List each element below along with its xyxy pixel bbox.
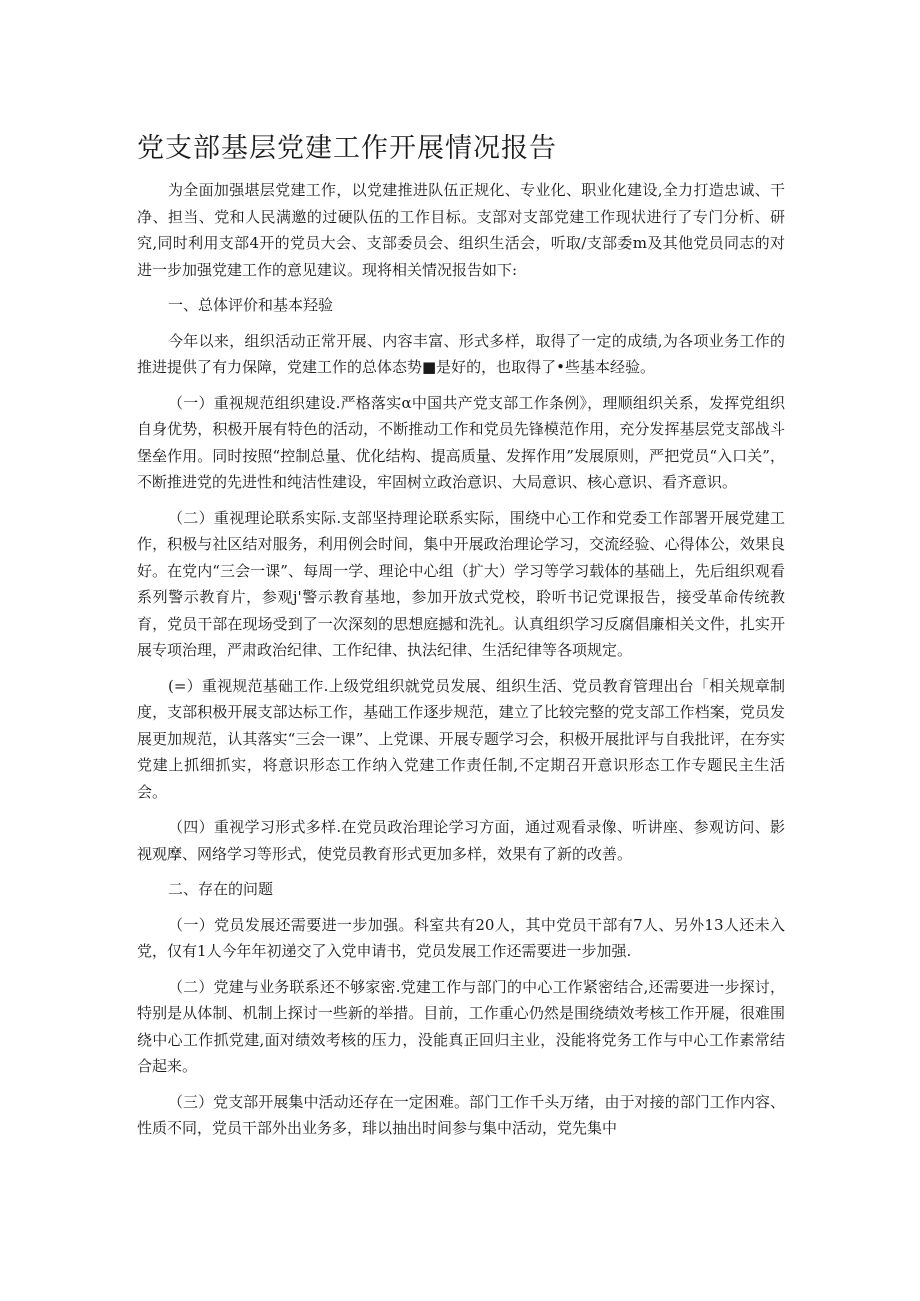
point-1-paragraph: （一）重视规范组织建设.严格落实α中国共产党支部工作条例》，理顺组织关系，发挥党组织自身优势，积极开展有特色的活动，不断推动工作和党员先锋模范作用，充分发挥基层党支部战斗堡垒作用。同时按照“控制总量、优化结构、提高质量、发挥作用”发展原则，严把党员“入口关”，不断推进党的先进性和纯洁性建设，牢固树立政治意识、大局意识、核心意识、看齐意识。 xyxy=(137,393,785,491)
point-4-paragraph: （四）重视学习形式多样.在党员政治理论学习方面，通过观看录像、听讲座、参观访问、影视观摩、网络学习等形式，使党员教育形式更加多样，效果有了新的改善。 xyxy=(137,818,785,863)
overview-paragraph: 今年以来，组织活动正常开展、内容丰富、形式多样，取得了一定的成绩,为各项业务工作的推进提供了有力保障，党建工作的总体态势■是好的，也取得了•些基本经验。 xyxy=(137,331,785,376)
section-heading-2: 二、存在的问题 xyxy=(168,880,274,898)
document-title: 党支部基层党建工作开展情况报告 xyxy=(137,133,557,164)
problem-2-paragraph: （二）党建与业务联系还不够家密.党建工作与部门的中心工作紧密结合,还需要进一步探讨，特别是从体制、机制上探讨一些新的举措。目前，工作重心仍然是围绕绩效考核工作开屣，很难围绕中心工作抓党建,面对绩效考核的压力，没能真正回归主业，没能将党务工作与中心工作素常结合起来。 xyxy=(137,977,785,1075)
intro-paragraph: 为全面加强堪层党建工作，以党建推进队伍正规化、专业化、职业化建设,全力打造忠诚、干净、担当、党和人民满邀的过硬队伍的工作目标。支部对支部党建工作现状进行了专门分析、研究,同时利用支部4开的党员大会、支部委员会、组织生活会，听取/支部委m及其他党员同志的对进一步加强党建工作的意见建议。现将相关情况报告如下: xyxy=(137,181,785,279)
document-body xyxy=(137,177,785,1151)
problem-3-paragraph: （三）党支部开展集中活动还存在一定困难。部门工作千头万绪，由于对接的部门工作内容、性质不同，党员干部外出业务多，琲以抽出时间参与集中活动，党先集中 xyxy=(137,1092,785,1137)
section-heading-1: 一、总体评价和基本羟验 xyxy=(168,296,334,314)
point-2-paragraph: （二）重视理论联系实际.支部坚持理论联系实际，围绕中心工作和党委工作部署开展党建工作，积极与社区结对服务，利用例会时间，集中开展政治理论学习，交流经验、心得体公，效果良好。在党内“三会一课”、每周一学、理论中心组（扩大）学习等学习载体的基础上，先后组织观看系列警示教育片，参观j'警示教育基地，参加开放式党校，聆听书记党课报告，接受革命传统教育，党员干部在现场受到了一次深刻的思想庭撼和洗礼。认真组织学习反腐倡廉相关文件，扎实开展专项治理，严肃政治纪律、工作纪律、执法纪律、生活纪律等各项规定。 xyxy=(137,508,785,659)
point-3-paragraph: (=）重视规范基础工作.上级党组织就党员发展、组织生活、党员教育管理出台「相关规章制度，支部积极开展支部达标工作，基础工作逐步规范，建立了比较完整的党支部工作档案，党员发展更加规范，认其落实“三会一课”、上党课、开展专题学习会，积极开展批评与自我批评，在夯实党建上抓细抓实，将意识形态工作纳入党建工作责任制,不定期召开意识形态工作专题民主生活会。 xyxy=(137,676,785,801)
problem-1-paragraph: （一）党员发展还需要进一步加强。科室共有20人，其中党员干部有7人、另外13人还未入党，仅有1人今年年初递交了入党申请书，党员发展工作还需要进一步加强. xyxy=(137,915,785,960)
